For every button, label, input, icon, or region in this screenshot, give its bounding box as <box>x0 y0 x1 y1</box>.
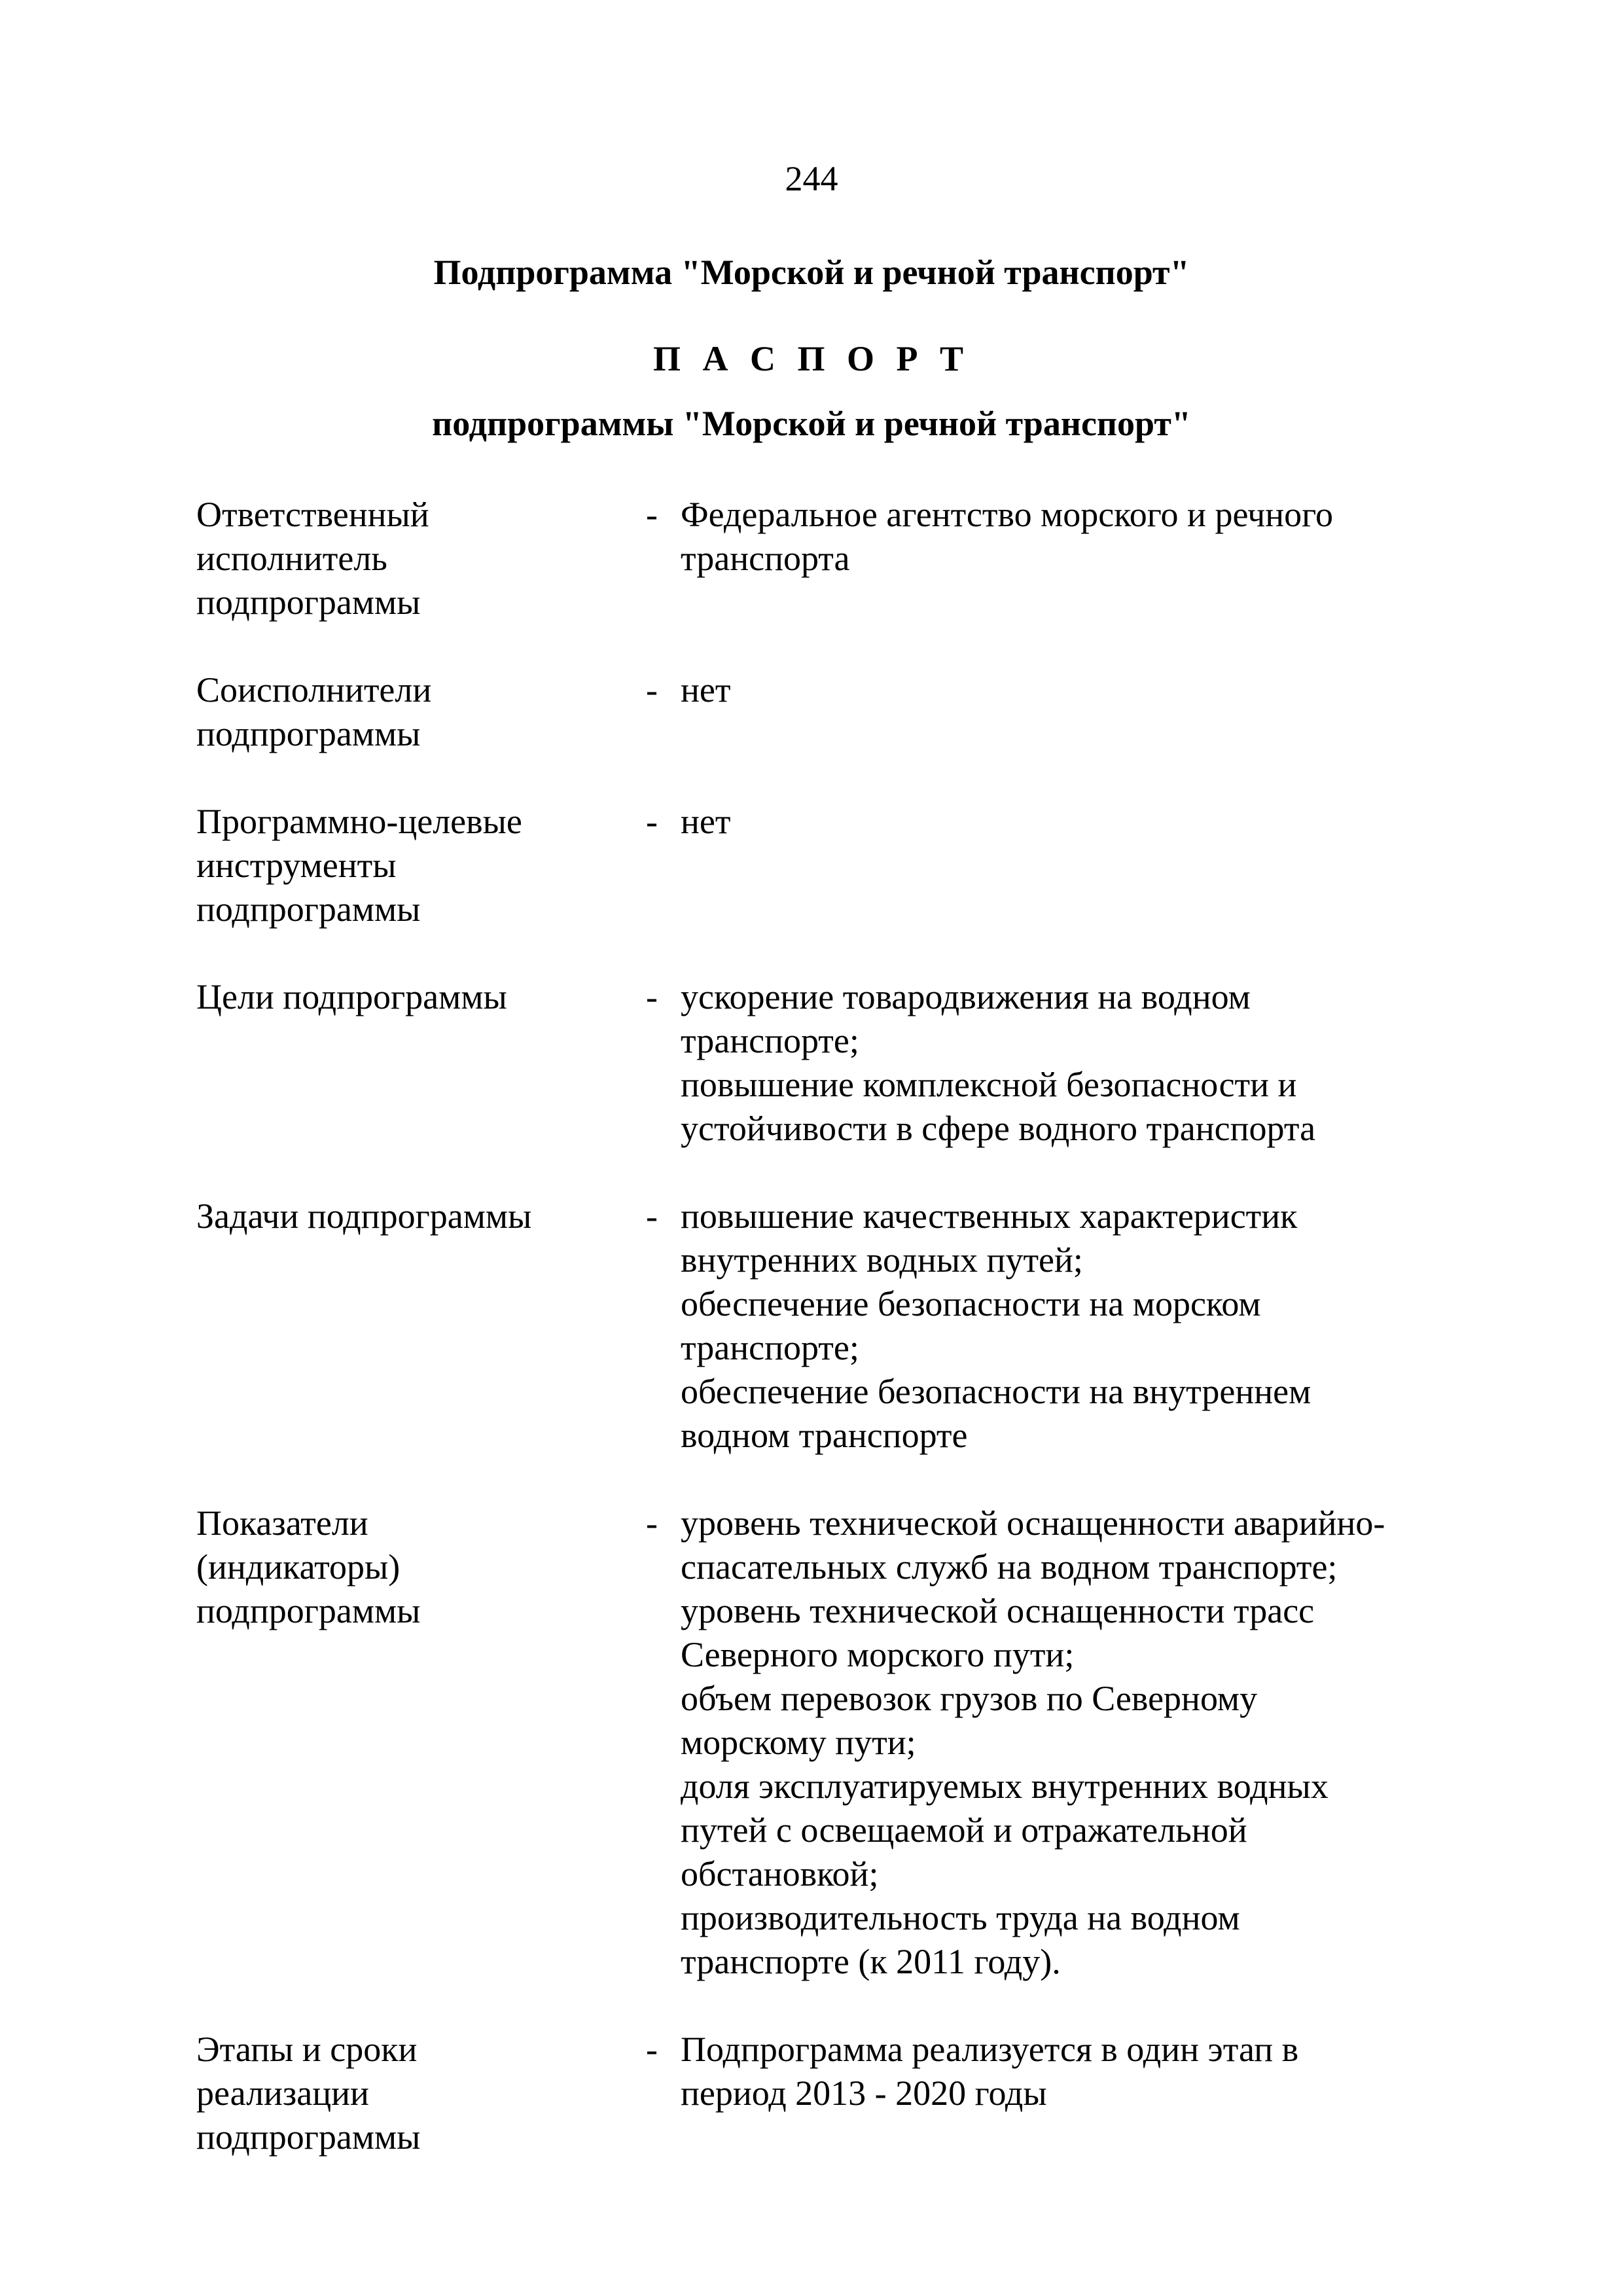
value-line: нет <box>681 670 731 709</box>
row-dash: - <box>646 1503 658 1543</box>
value-line: уровень технической оснащенности аварийно- <box>681 1503 1385 1543</box>
value-line: производительность труда на водном <box>681 1898 1240 1937</box>
row-dash: - <box>646 802 658 841</box>
value-line: ускорение товародвижения на водном <box>681 977 1251 1016</box>
row-value <box>681 1194 1440 1458</box>
row-dash: - <box>646 495 658 534</box>
value-line: обстановкой; <box>681 1854 879 1893</box>
row-label: Этапы и сроки реализации подпрограммы <box>196 2030 421 2157</box>
value-line: обеспечение безопасности на внутреннем <box>681 1372 1311 1411</box>
row-label: Цели подпрограммы <box>196 977 507 1016</box>
value-line: спасательных служб на водном транспорте; <box>681 1547 1338 1587</box>
passport-row-stages-and-terms <box>196 2028 1440 2159</box>
value-line: Подпрограмма реализуется в один этап в <box>681 2030 1299 2069</box>
value-line: внутренних водных путей; <box>681 1240 1083 1280</box>
passport-row-tasks <box>196 1194 1440 1458</box>
row-dash: - <box>646 977 658 1016</box>
row-dash: - <box>646 1196 658 1236</box>
value-line: доля эксплуатируемых внутренних водных <box>681 1767 1329 1806</box>
passport-table <box>196 493 1440 2203</box>
value-line: устойчивости в сфере водного транспорта <box>681 1109 1316 1148</box>
row-label: Показатели (индикаторы) подпрограммы <box>196 1503 421 1630</box>
value-line: путей с освещаемой и отражательной <box>681 1810 1247 1850</box>
row-dash: - <box>646 2030 658 2069</box>
value-line: Северного морского пути; <box>681 1635 1075 1674</box>
row-label: Ответственный исполнитель подпрограммы <box>196 495 429 622</box>
passport-row-responsible-executor <box>196 493 1440 624</box>
row-value <box>681 2028 1440 2115</box>
value-line: транспорте; <box>681 1021 859 1060</box>
value-line: нет <box>681 802 731 841</box>
value-line: водном транспорте <box>681 1416 968 1455</box>
passport-title: П А С П О Р Т <box>652 339 970 378</box>
value-line: транспорте (к 2011 году). <box>681 1942 1061 1981</box>
page-number: 244 <box>785 159 838 198</box>
row-label: Соисполнители подпрограммы <box>196 670 432 753</box>
row-value <box>681 668 1440 712</box>
row-value <box>681 975 1440 1151</box>
value-line: повышение комплексной безопасности и <box>681 1065 1297 1104</box>
value-line: повышение качественных характеристик <box>681 1196 1298 1236</box>
passport-row-goals <box>196 975 1440 1151</box>
value-line: транспорте; <box>681 1328 859 1367</box>
row-label: Программно-целевые инструменты подпрограммы <box>196 802 522 929</box>
row-label: Задачи подпрограммы <box>196 1196 532 1236</box>
passport-row-co-executors <box>196 668 1440 756</box>
row-value <box>681 1501 1440 1984</box>
row-dash: - <box>646 670 658 709</box>
passport-row-program-tools <box>196 800 1440 931</box>
value-line: Федеральное агентство морского и речного <box>681 495 1333 534</box>
row-value <box>681 800 1440 844</box>
value-line: период 2013 - 2020 годы <box>681 2073 1047 2113</box>
value-line: морскому пути; <box>681 1723 916 1762</box>
value-line: уровень технической оснащенности трасс <box>681 1591 1315 1630</box>
value-line: транспорта <box>681 539 850 578</box>
value-line: объем перевозок грузов по Северному <box>681 1679 1258 1718</box>
passport-subtitle: подпрограммы "Морской и речной транспорт" <box>432 404 1191 443</box>
value-line: обеспечение безопасности на морском <box>681 1284 1261 1323</box>
passport-row-indicators <box>196 1501 1440 1984</box>
row-value <box>681 493 1440 581</box>
subprogram-title: Подпрограмма "Морской и речной транспорт" <box>433 253 1190 292</box>
